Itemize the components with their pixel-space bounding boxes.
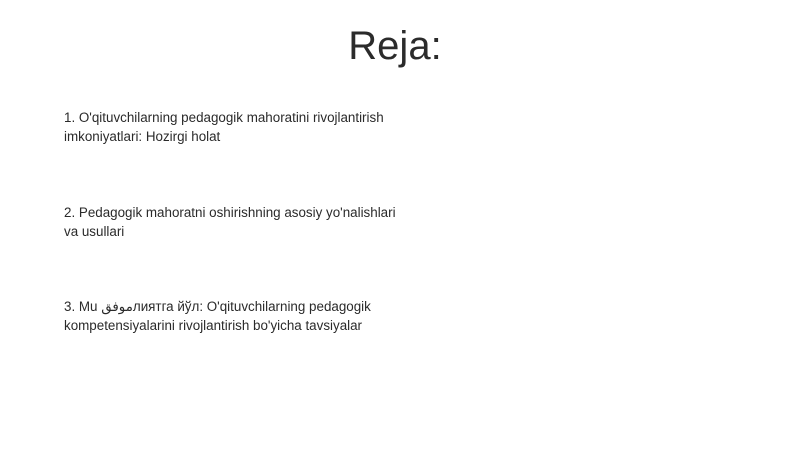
plan-item-1: 1. O'qituvchilarning pedagogik mahoratini rivojlantirish imkoniyatlari: Hozirgi holat [64, 110, 384, 144]
slide-title: Reja: [348, 24, 442, 68]
plan-item-2: 2. Pedagogik mahoratni oshirishning asosiy yo'nalishlari va usullari [64, 205, 396, 239]
plan-item-3: 3. Mu موفقлиятга йўл: O'qituvchilarning pedagogik kompetensiyalarini rivojlantirish bo'yicha tavsiyalar [64, 299, 371, 333]
